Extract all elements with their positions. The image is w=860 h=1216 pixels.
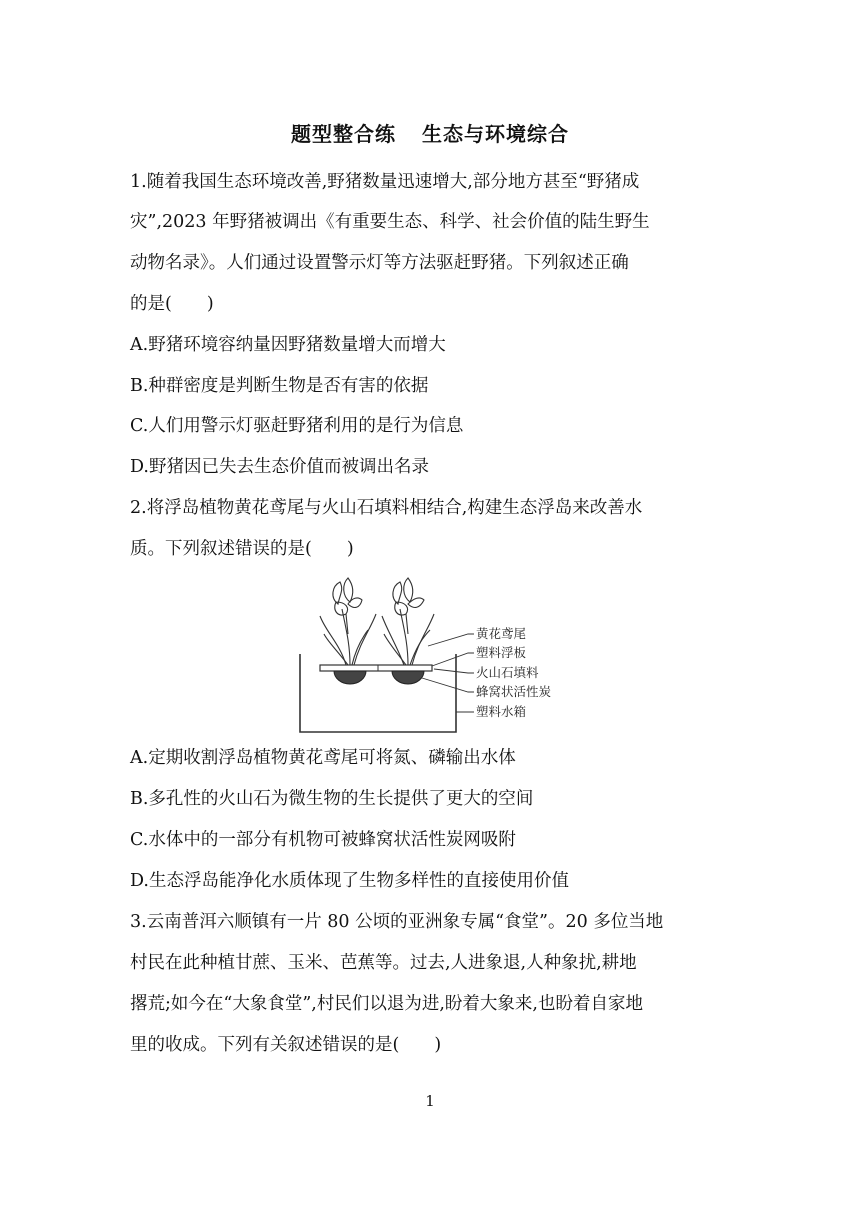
q3-stem-line: 3.云南普洱六顺镇有一片 80 公顷的亚洲象专属“食堂”。20 多位当地 (130, 912, 664, 932)
q1-option-c: C.人们用警示灯驱赶野猪利用的是行为信息 (130, 416, 464, 436)
page-number: 1 (425, 1092, 435, 1110)
q2-option-b: B.多孔性的火山石为微生物的生长提供了更大的空间 (130, 789, 534, 809)
q2-option-d: D.生态浮岛能净化水质体现了生物多样性的直接使用价值 (130, 871, 569, 891)
label-float-board: 塑料浮板 (476, 645, 527, 660)
q2-option-a: A.定期收割浮岛植物黄花鸢尾可将氮、磷输出水体 (130, 748, 516, 768)
label-volcanic-stone: 火山石填料 (476, 665, 539, 680)
q3-stem-line: 撂荒;如今在“大象食堂”,村民们以退为进,盼着大象来,也盼着自家地 (130, 994, 643, 1014)
label-iris: 黄花鸢尾 (476, 626, 527, 641)
label-plastic-tank: 塑料水箱 (476, 704, 527, 719)
carbon-bowl-left (334, 671, 366, 684)
q2-stem-line: 2.将浮岛植物黄花鸢尾与火山石填料相结合,构建生态浮岛来改善水 (130, 498, 643, 518)
q1-stem-line: 的是( ) (130, 294, 214, 314)
title-part-1: 题型整合练 (291, 122, 396, 146)
q1-stem-line: 动物名录》。人们通过设置警示灯等方法驱赶野猪。下列叙述正确 (130, 253, 629, 273)
floating-island-svg (296, 574, 566, 734)
carbon-bowl-right (392, 671, 424, 684)
iris-plant-left (320, 578, 376, 665)
page-title (0, 118, 860, 147)
plastic-float-board-shape (320, 665, 432, 671)
q3-stem-line: 里的收成。下列有关叙述错误的是( ) (130, 1035, 442, 1055)
title-part-2: 生态与环境综合 (422, 122, 569, 146)
label-activated-carbon: 蜂窝状活性炭 (476, 684, 552, 699)
label-leader-lines (422, 634, 474, 712)
q3-stem-line: 村民在此种植甘蔗、玉米、芭蕉等。过去,人进象退,人种象扰,耕地 (130, 953, 637, 973)
q2-stem-line: 质。下列叙述错误的是( ) (130, 539, 354, 559)
q1-stem-line: 灾”,2023 年野猪被调出《有重要生态、科学、社会价值的陆生野生 (130, 212, 650, 232)
floating-island-diagram (296, 574, 566, 734)
iris-plant-right (382, 578, 434, 665)
q1-option-b: B.种群密度是判断生物是否有害的依据 (130, 376, 429, 396)
q2-option-c: C.水体中的一部分有机物可被蜂窝状活性炭网吸附 (130, 830, 516, 850)
q1-option-d: D.野猪因已失去生态价值而被调出名录 (130, 457, 429, 477)
q1-option-a: A.野猪环境容纳量因野猪数量增大而增大 (130, 335, 446, 355)
q1-stem-line: 1.随着我国生态环境改善,野猪数量迅速增大,部分地方甚至“野猪成 (130, 172, 640, 192)
